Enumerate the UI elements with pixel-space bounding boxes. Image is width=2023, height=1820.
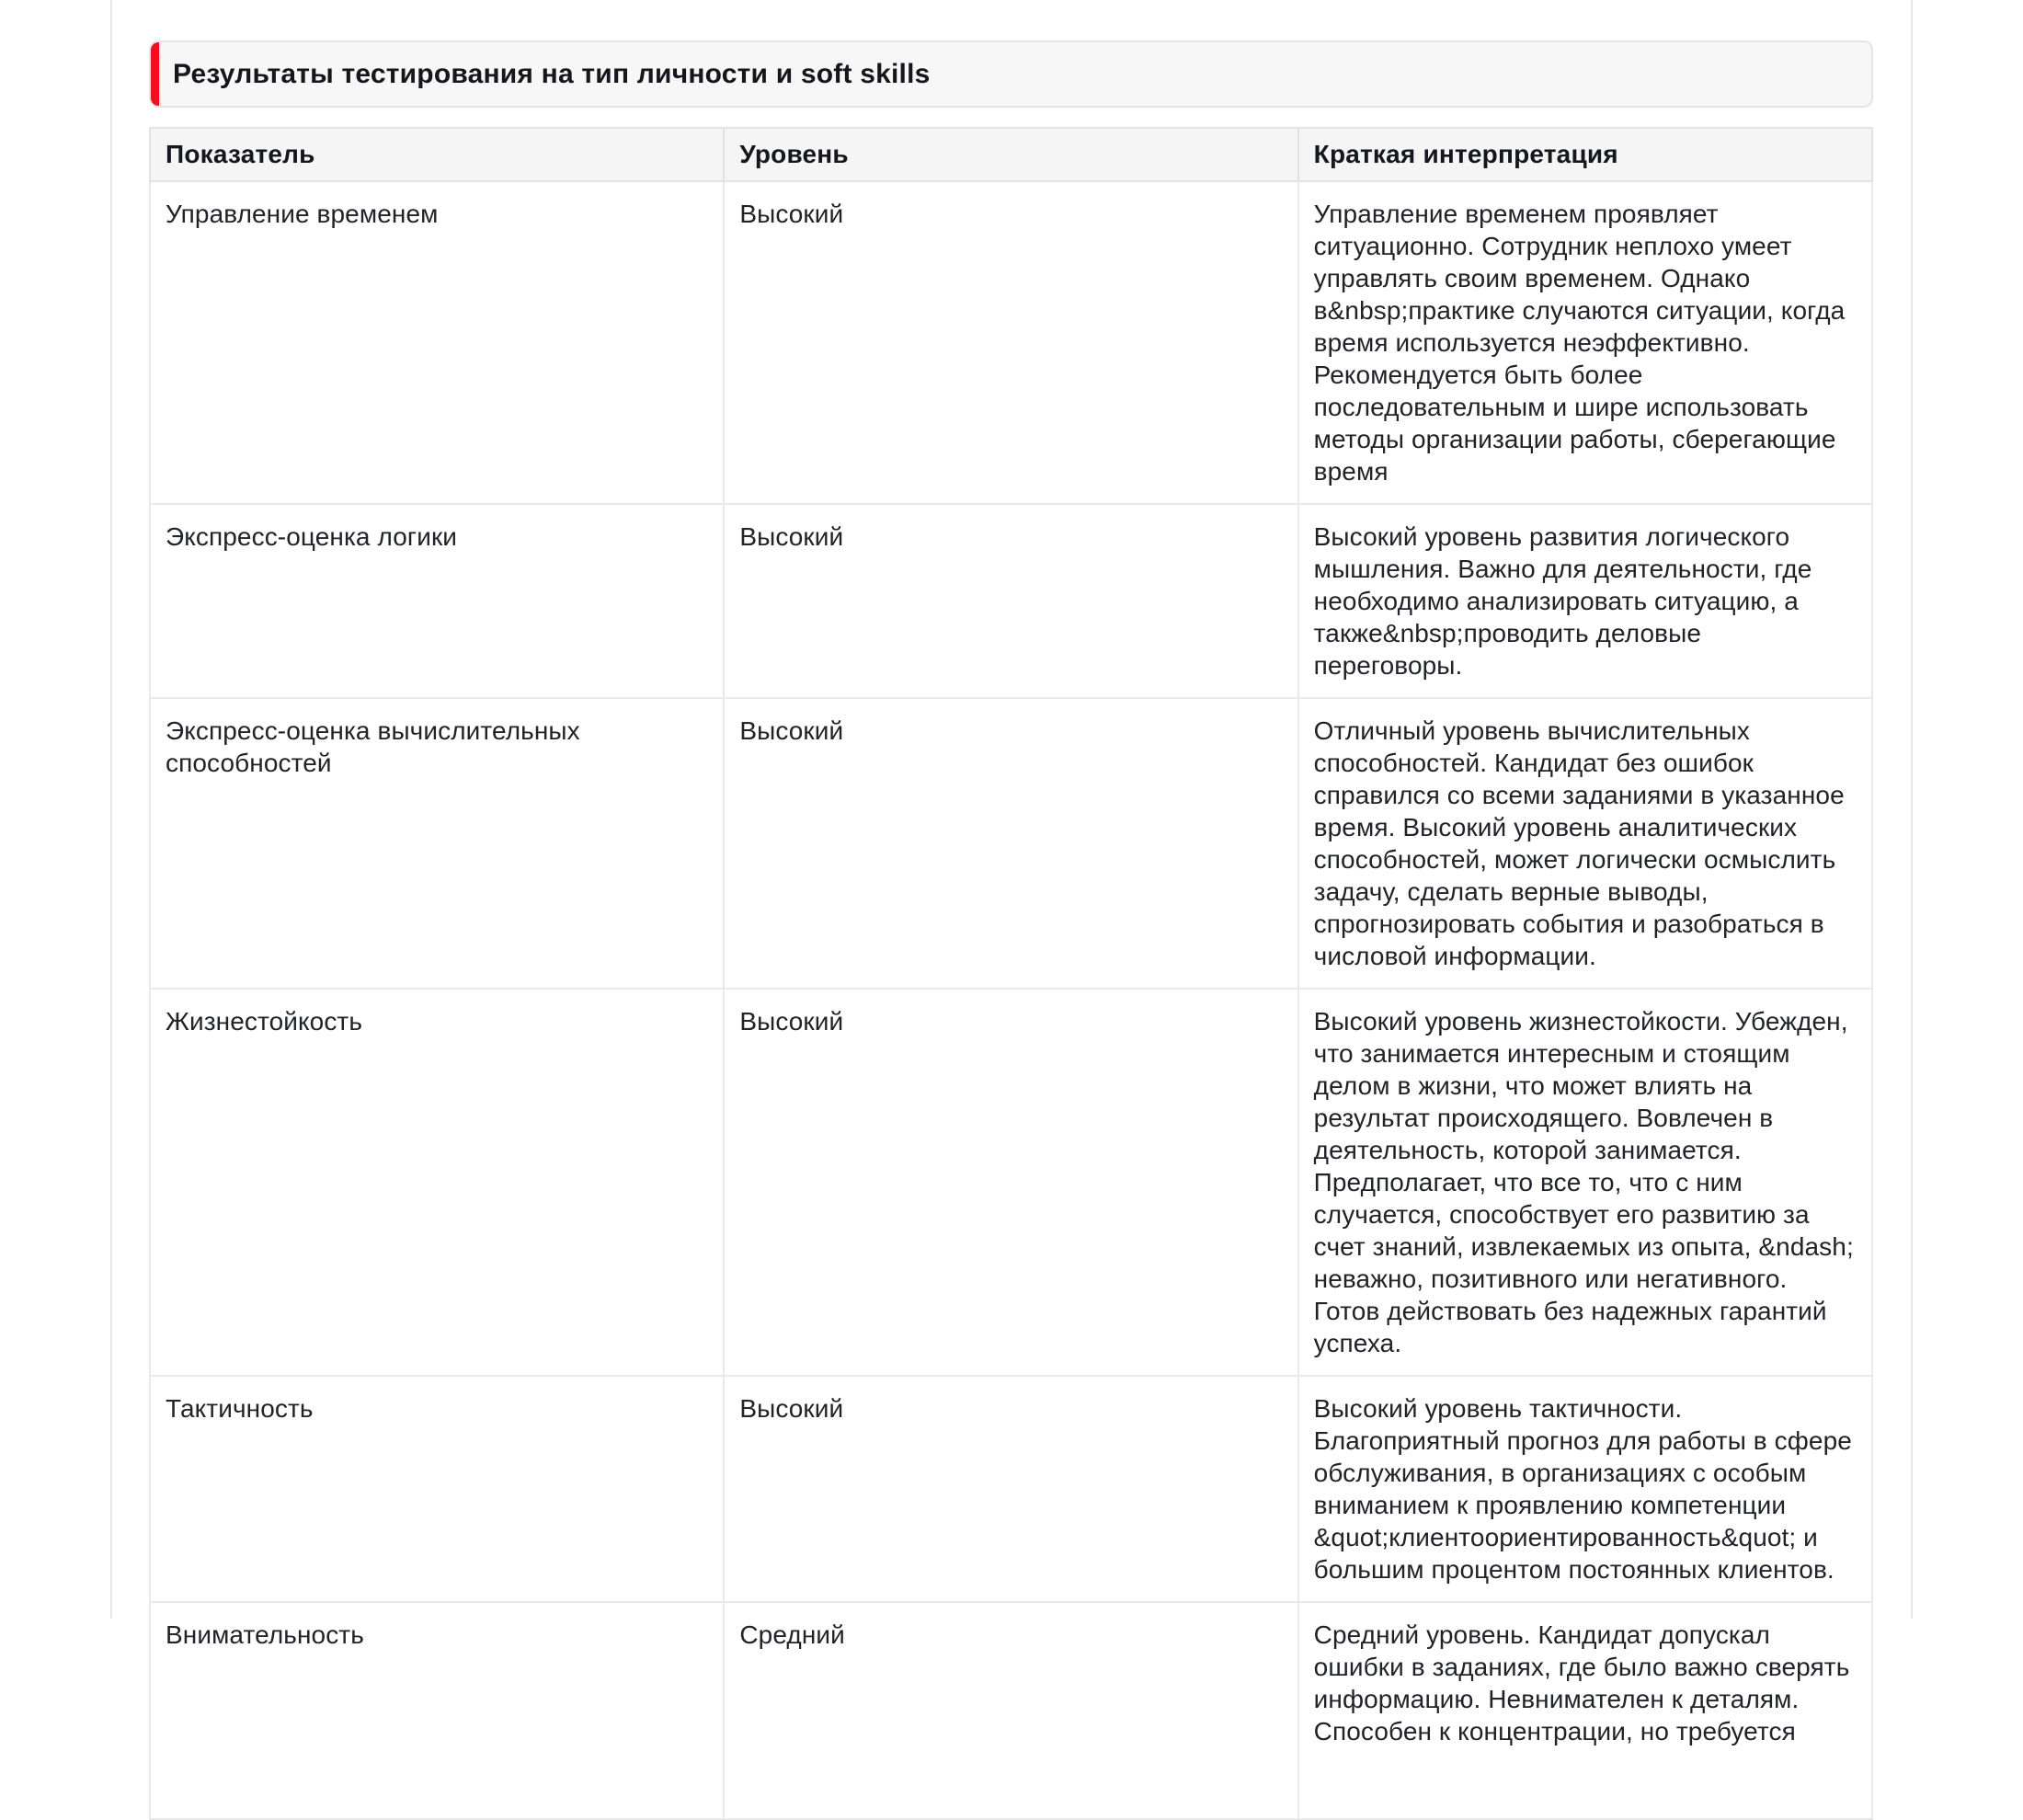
section-title-card bbox=[149, 40, 1873, 108]
level-cell: Высокий bbox=[724, 181, 1297, 504]
red-accent-bar bbox=[151, 42, 159, 106]
content-left-border bbox=[110, 0, 112, 1619]
interpretation-cell: Высокий уровень тактичности. Благоприятный прогноз для работы в сфере обслуживания, в организациях с особым вниманием к проявлению компетенции &quot;клиентоориентированность&quot; и большим процентом постоянных клиентов. bbox=[1298, 1376, 1872, 1602]
report-section bbox=[149, 0, 1873, 1820]
page-title: Результаты тестирования на тип личности и soft skills bbox=[173, 58, 931, 89]
table-row bbox=[150, 181, 1872, 504]
interpretation-cell: Высокий уровень развития логического мышления. Важно для деятельности, где необходимо анализировать ситуацию, а также&nbsp;проводить деловые переговоры. bbox=[1298, 504, 1872, 698]
indicator-cell: Экспресс-оценка логики bbox=[150, 504, 724, 698]
level-cell: Средний bbox=[724, 1602, 1297, 1819]
table-row bbox=[150, 1376, 1872, 1602]
indicator-cell: Внимательность bbox=[150, 1602, 724, 1819]
interpretation-cell: Отличный уровень вычислительных способностей. Кандидат без ошибок справился со всеми заданиями в указанное время. Высокий уровень аналитических способностей, может логически осмыслить задачу, сделать верные выводы, спрогнозировать события и разобраться в числовой информации. bbox=[1298, 698, 1872, 989]
indicator-cell: Жизнестойкость bbox=[150, 989, 724, 1376]
column-header-indicator: Показатель bbox=[150, 128, 724, 181]
indicator-cell: Тактичность bbox=[150, 1376, 724, 1602]
soft-skills-results-table bbox=[149, 127, 1873, 1820]
interpretation-cell: Высокий уровень жизнестойкости. Убежден, что занимается интересным и стоящим делом в жизни, что может влиять на результат происходящего. Вовлечен в деятельность, которой занимается. Предполагает, что все то, что с ним случается, способствует его развитию за счет знаний, извлекаемых из опыта, &ndash; неважно, позитивного или негативного. Готов действовать без надежных гарантий успеха. bbox=[1298, 989, 1872, 1376]
indicator-cell: Управление временем bbox=[150, 181, 724, 504]
table-row bbox=[150, 698, 1872, 989]
column-header-level: Уровень bbox=[724, 128, 1297, 181]
level-cell: Высокий bbox=[724, 698, 1297, 989]
interpretation-cell: Средний уровень. Кандидат допускал ошибки в заданиях, где было важно сверять информацию. Невнимателен к деталям. Способен к концентрации, но требуется bbox=[1298, 1602, 1872, 1819]
table-header-row bbox=[150, 128, 1872, 181]
column-header-interpretation: Краткая интерпретация bbox=[1298, 128, 1872, 181]
indicator-cell: Экспресс-оценка вычислительных способностей bbox=[150, 698, 724, 989]
level-cell: Высокий bbox=[724, 989, 1297, 1376]
content-right-border bbox=[1911, 0, 1913, 1619]
table-row bbox=[150, 504, 1872, 698]
level-cell: Высокий bbox=[724, 1376, 1297, 1602]
level-cell: Высокий bbox=[724, 504, 1297, 698]
table-row bbox=[150, 989, 1872, 1376]
interpretation-cell: Управление временем проявляет ситуационно. Сотрудник неплохо умеет управлять своим временем. Однако в&nbsp;практике случаются ситуации, когда время используется неэффективно. Рекомендуется быть более последовательным и шире использовать методы организации работы, сберегающие время bbox=[1298, 181, 1872, 504]
table-row bbox=[150, 1602, 1872, 1819]
